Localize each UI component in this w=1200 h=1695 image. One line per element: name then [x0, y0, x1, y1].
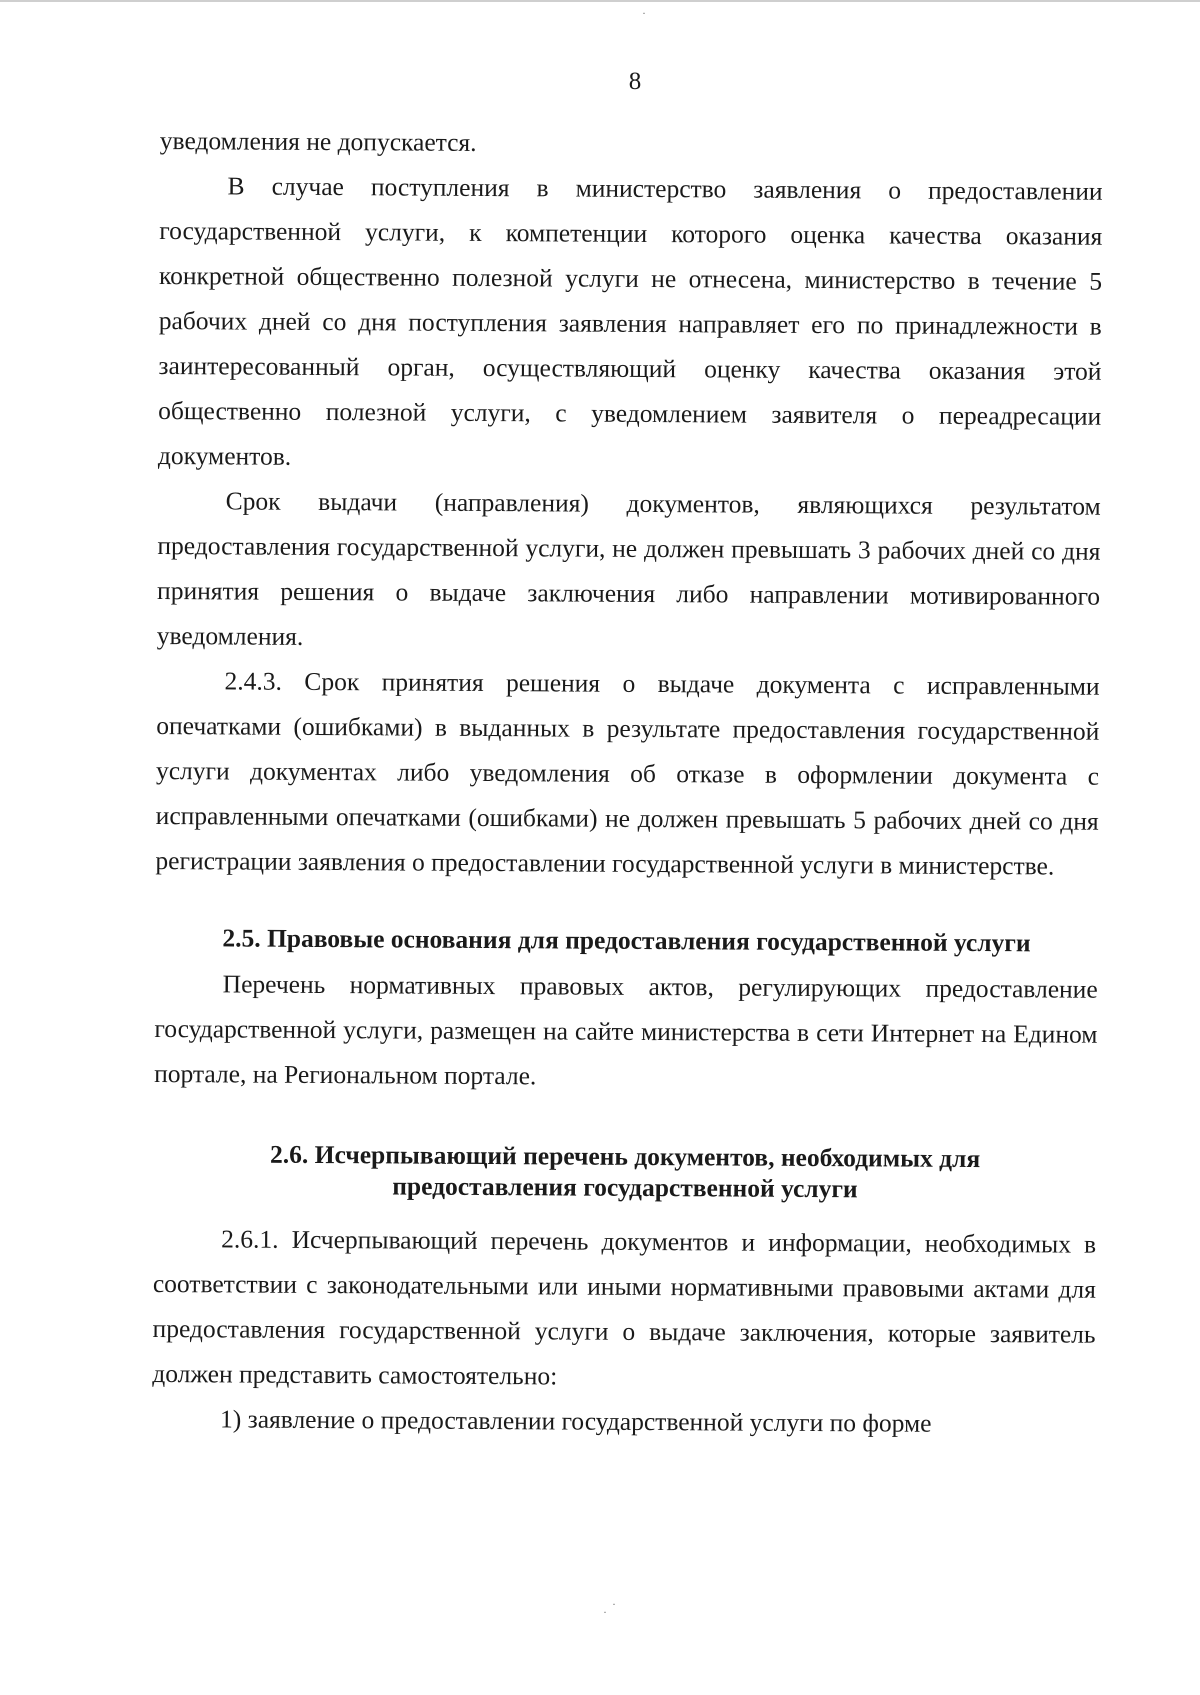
- paragraph-issue-term: Срок выдачи (направления) документов, являющихся результатом предоставления государственной услуги, не должен превышать 3 рабочих дней со дня принятия решения о выдаче заключения либо направлении мотивированного уведомления.: [156, 486, 1101, 651]
- list-item-1: 1) заявление о предоставлении государственной услуги по форме: [219, 1404, 932, 1438]
- scan-speck: ·: [612, 1597, 616, 1611]
- scan-speck: ·: [642, 6, 646, 20]
- section-heading-2-6-line1: 2.6. Исчерпывающий перечень документов, необходимых для: [270, 1139, 981, 1174]
- section-heading-2-5: 2.5. Правовые основания для предоставления государственной услуги: [222, 923, 1031, 958]
- paragraph-redirection: В случае поступления в министерство заявления о предоставлении государственной услуги, к компетенции которого оценка качества оказания конкретной общественно полезной услуги не отнесена, министерство в течение 5 рабочих дней со дня поступления заявления направляет его по принадлежности в заинтересованный орган, осуществляющий оценку качества оказания этой общественно полезной услуги, с уведомлением заявителя о переадресации документов.: [157, 171, 1103, 471]
- section-heading-2-6: [153, 1138, 1096, 1206]
- document-body: [152, 118, 1103, 1447]
- page-number: 8: [628, 68, 642, 95]
- paragraph-2-4-3: 2.4.3. Срок принятия решения о выдаче документа с исправленными опечатками (ошибками) в выданных в результате предоставления государственной услуги документах либо уведомления об отказе в оформлении документа с исправленными опечатками (ошибками) не должен превышать 5 рабочих дней со дня регистрации заявления о предоставлении государственной услуги в министерстве.: [155, 666, 1100, 881]
- paragraph-continuation: уведомления не допускается.: [159, 125, 477, 157]
- paragraph-2-5: Перечень нормативных правовых актов, регулирующих предоставление государственной услуги, размещен на сайте министерства в сети Интернет на Едином портале, на Региональном портале.: [154, 969, 1098, 1091]
- paragraph-2-6-1: 2.6.1. Исчерпывающий перечень документов и информации, необходимых в соответствии с законодательными или иными нормативными правовыми актами для предоставления государственной услуги о выдаче заключения, которые заявитель должен представить самостоятельно:: [152, 1224, 1097, 1391]
- scan-edge: [0, 0, 1200, 2]
- scan-speck: ·: [603, 1605, 607, 1619]
- section-heading-2-6-line2: предоставления государственной услуги: [392, 1171, 858, 1204]
